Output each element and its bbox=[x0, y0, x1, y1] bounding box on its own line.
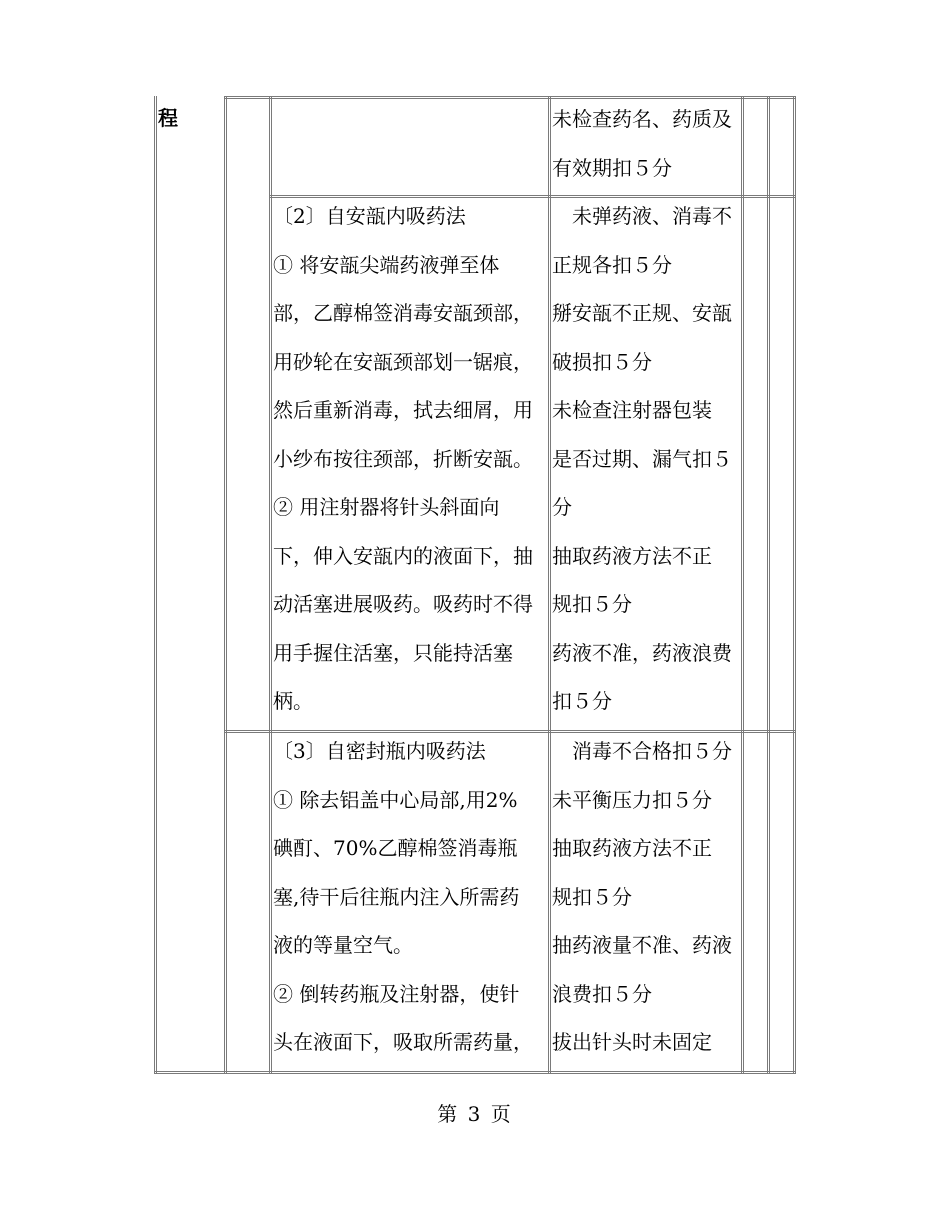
procedure-line: 部，乙醇棉签消毒安瓿颈部， bbox=[273, 301, 533, 325]
deduction-line: 药液不准，药液浪费 bbox=[552, 640, 732, 665]
procedure-line: ① 将安瓿尖端药液弹至体 bbox=[273, 252, 500, 277]
deduction-line: 规扣５分 bbox=[552, 592, 632, 616]
table-column-divider bbox=[548, 96, 551, 1074]
row2-deduction-cell bbox=[552, 192, 732, 726]
procedure-line: 头在液面下，吸取所需药量， bbox=[273, 1030, 533, 1054]
procedure-line: 塞,待干后往瓶内注入所需药 bbox=[273, 884, 520, 909]
table-column-divider bbox=[224, 96, 227, 1074]
table-column-divider bbox=[741, 96, 744, 1074]
procedure-line: 然后重新消毒，拭去细屑，用 bbox=[273, 398, 533, 422]
procedure-line: ② 用注射器将针头斜面向 bbox=[273, 495, 500, 519]
deduction-line: 规扣５分 bbox=[552, 884, 632, 909]
deduction-line: 未平衡压力扣５分 bbox=[552, 787, 712, 812]
deduction-line: 抽药液量不准、药液 bbox=[552, 933, 732, 957]
procedure-line: ② 倒转药瓶及注射器，使针 bbox=[273, 981, 520, 1006]
deduction-line: 浪费扣５分 bbox=[552, 981, 652, 1006]
deduction-line: 未检查药名、药质及 bbox=[552, 107, 732, 131]
deduction-line: 分 bbox=[552, 495, 572, 519]
deduction-line: 正规各扣５分 bbox=[552, 252, 672, 277]
procedure-line: 柄。 bbox=[273, 689, 313, 713]
deduction-line: 未弹药液、消毒不 bbox=[552, 204, 732, 228]
deduction-line: 消毒不合格扣５分 bbox=[552, 739, 732, 763]
deduction-line: 未检查注射器包装 bbox=[552, 398, 712, 422]
procedure-line: 用砂轮在安瓿颈部划一锯痕， bbox=[273, 349, 533, 374]
row2-procedure-cell bbox=[273, 192, 533, 726]
deduction-line: 掰安瓿不正规、安瓿 bbox=[552, 301, 732, 325]
procedure-line: 〔2〕自安瓿内吸药法 bbox=[273, 204, 466, 228]
row1-deduction-cell bbox=[552, 95, 732, 192]
deduction-line: 抽取药液方法不正 bbox=[552, 543, 712, 568]
deduction-line: 破损扣５分 bbox=[552, 349, 652, 374]
table-border-right bbox=[793, 96, 796, 1074]
table-column-divider bbox=[767, 96, 770, 1074]
deduction-line: 拔出针头时未固定 bbox=[552, 1030, 712, 1054]
procedure-line: ① 除去铝盖中心局部,用2% bbox=[273, 787, 518, 812]
table-border-left bbox=[154, 96, 157, 1074]
procedure-line: 动活塞进展吸药。吸药时不得 bbox=[273, 592, 533, 616]
table-column-divider bbox=[269, 96, 272, 1074]
procedure-line: 小纱布按往颈部，折断安瓿。 bbox=[273, 446, 533, 471]
procedure-line: 下，伸入安瓿内的液面下，抽 bbox=[273, 543, 533, 568]
table-border-bottom bbox=[154, 1071, 796, 1074]
page-number: 第 3 页 bbox=[437, 1102, 513, 1126]
row3-deduction-cell bbox=[552, 727, 732, 1067]
deduction-line: 有效期扣５分 bbox=[552, 155, 672, 180]
deduction-line: 扣５分 bbox=[552, 689, 612, 713]
stage-label: 程 bbox=[158, 106, 178, 130]
deduction-line: 是否过期、漏气扣５ bbox=[552, 446, 732, 471]
row3-procedure-cell bbox=[273, 727, 533, 1067]
procedure-line: 碘酊、70%乙醇棉签消毒瓶 bbox=[273, 836, 518, 860]
procedure-line: 液的等量空气。 bbox=[273, 933, 413, 957]
procedure-line: 〔3〕自密封瓶内吸药法 bbox=[273, 739, 486, 763]
procedure-line: 用手握住活塞，只能持活塞 bbox=[273, 640, 513, 665]
deduction-line: 抽取药液方法不正 bbox=[552, 836, 712, 860]
